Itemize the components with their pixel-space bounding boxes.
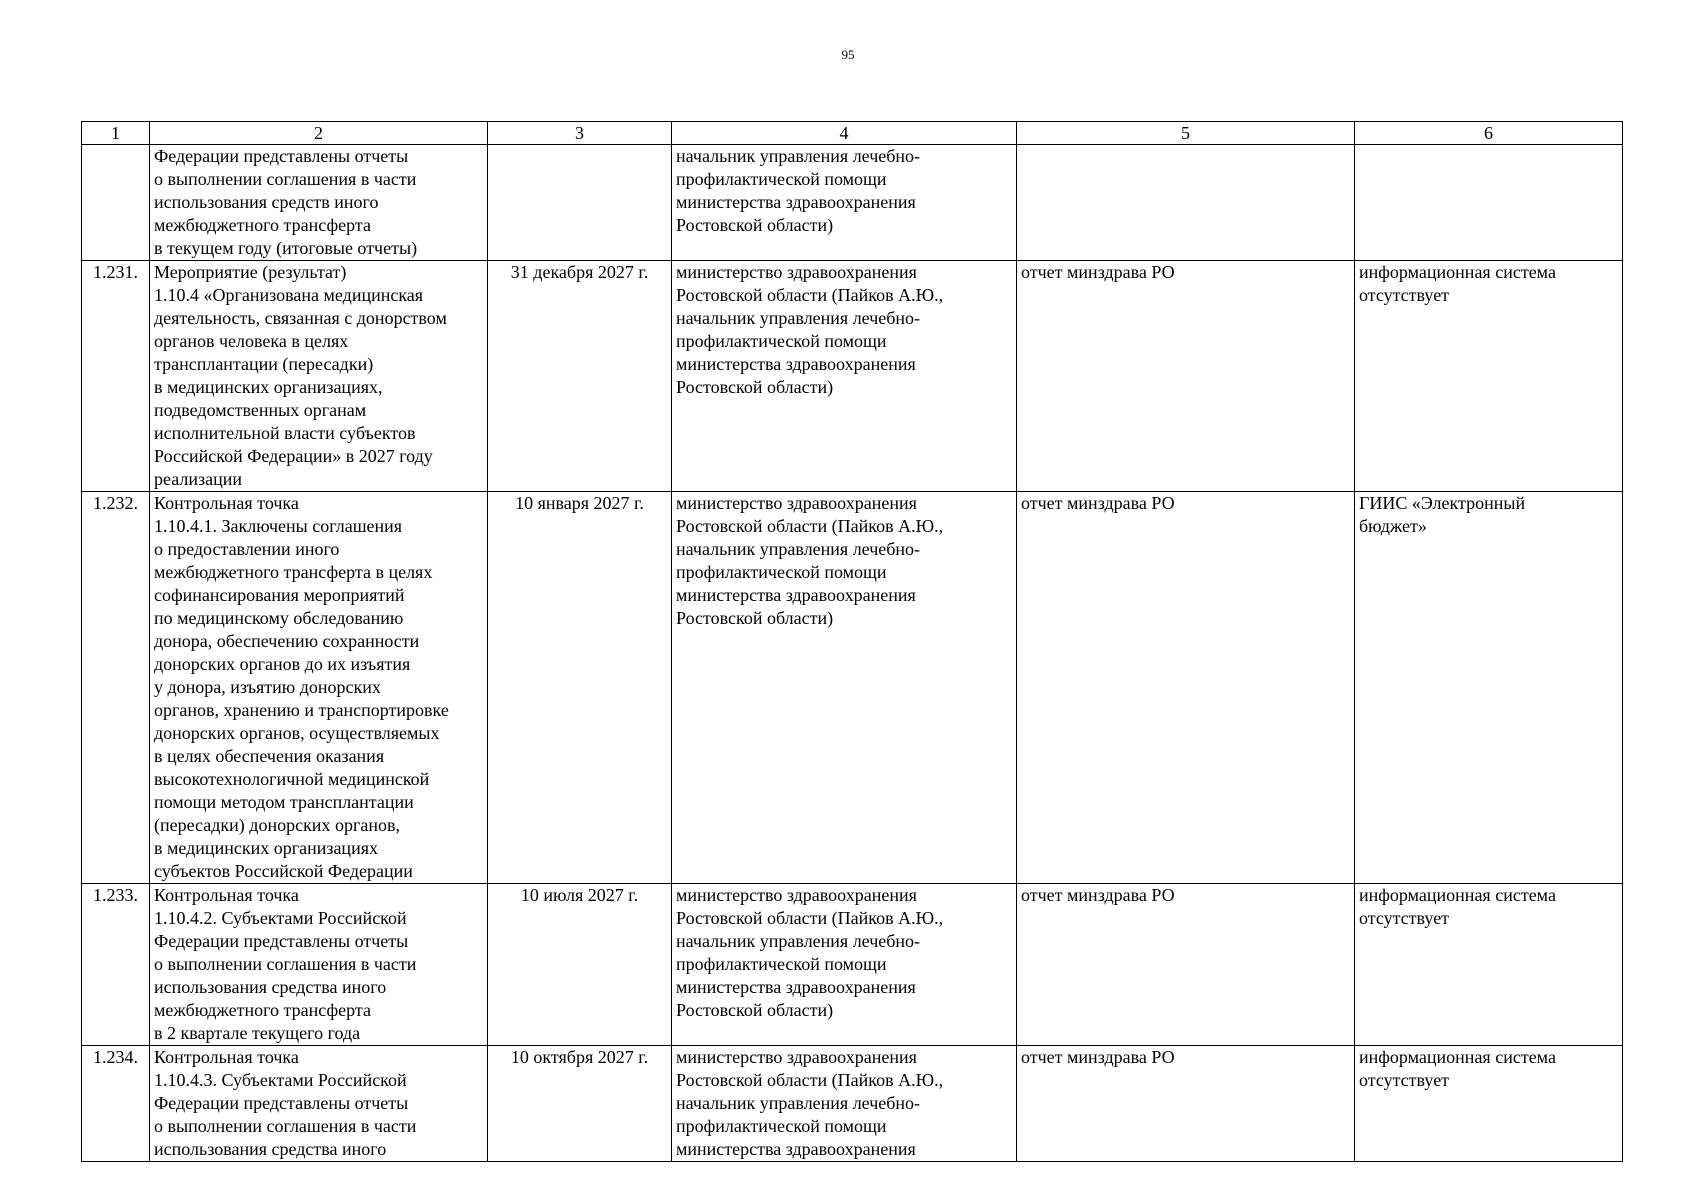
event-description-line: Федерации представлены отчеты xyxy=(154,1093,409,1113)
event-description-line: субъектов Российской Федерации xyxy=(154,861,413,881)
responsible-executor-line: Ростовской области) xyxy=(676,215,834,235)
deadline-date-cell: 10 октября 2027 г. xyxy=(488,1046,672,1162)
responsible-executor-line: начальник управления лечебно- xyxy=(676,308,921,328)
information-system-line: бюджет» xyxy=(1359,516,1427,536)
table-row xyxy=(82,884,1623,1046)
event-description-line: о выполнении соглашения в части xyxy=(154,169,417,189)
information-system-line: информационная система xyxy=(1359,1047,1556,1067)
column-header: 1 xyxy=(82,122,150,145)
event-description-line: Российской Федерации» в 2027 году xyxy=(154,446,433,466)
responsible-executor-cell xyxy=(672,145,1017,261)
confirming-document-cell xyxy=(1017,884,1355,1046)
responsible-executor-line: профилактической помощи xyxy=(676,1116,887,1136)
event-description-line: межбюджетного трансферта в целях xyxy=(154,562,433,582)
event-description-line: о выполнении соглашения в части xyxy=(154,954,417,974)
information-system-cell xyxy=(1355,261,1623,492)
table-row xyxy=(82,492,1623,884)
event-description-line: о предоставлении иного xyxy=(154,539,340,559)
event-description-line: 1.10.4 «Организована медицинская xyxy=(154,285,424,305)
confirming-document-line: отчет минздрава РО xyxy=(1021,262,1175,282)
event-description-line: реализации xyxy=(154,469,242,489)
confirming-document-line: отчет минздрава РО xyxy=(1021,493,1175,513)
event-description-line: софинансирования мероприятий xyxy=(154,585,405,605)
information-system-cell xyxy=(1355,884,1623,1046)
row-number-cell: 1.234. xyxy=(82,1046,150,1162)
responsible-executor-line: профилактической помощи xyxy=(676,562,887,582)
column-header: 2 xyxy=(150,122,488,145)
plan-table xyxy=(81,121,1623,1162)
event-description-line: Контрольная точка xyxy=(154,493,299,513)
event-description-cell xyxy=(150,492,488,884)
table-row xyxy=(82,261,1623,492)
confirming-document-cell xyxy=(1017,145,1355,261)
responsible-executor-line: Ростовской области (Пайков А.Ю., xyxy=(676,1070,944,1090)
event-description-cell xyxy=(150,145,488,261)
information-system-line: информационная система xyxy=(1359,885,1556,905)
event-description-line: Мероприятие (результат) xyxy=(154,262,347,282)
event-description-line: о выполнении соглашения в части xyxy=(154,1116,417,1136)
responsible-executor-line: Ростовской области (Пайков А.Ю., xyxy=(676,908,944,928)
responsible-executor-line: министерство здравоохранения xyxy=(676,493,917,513)
event-description-line: использования средства иного xyxy=(154,1139,387,1159)
table-row xyxy=(82,1046,1623,1162)
event-description-line: в целях обеспечения оказания xyxy=(154,746,385,766)
column-header: 6 xyxy=(1355,122,1623,145)
event-description-line: донорских органов до их изъятия xyxy=(154,654,411,674)
event-description-line: использования средства иного xyxy=(154,977,387,997)
responsible-executor-cell xyxy=(672,1046,1017,1162)
information-system-line: отсутствует xyxy=(1359,1070,1450,1090)
responsible-executor-line: министерство здравоохранения xyxy=(676,262,917,282)
information-system-line: ГИИС «Электронный xyxy=(1359,493,1526,513)
deadline-date-cell: 31 декабря 2027 г. xyxy=(488,261,672,492)
responsible-executor-cell xyxy=(672,261,1017,492)
column-header: 4 xyxy=(672,122,1017,145)
event-description-line: 1.10.4.2. Субъектами Российской xyxy=(154,908,407,928)
event-description-line: Контрольная точка xyxy=(154,885,299,905)
event-description-line: межбюджетного трансферта xyxy=(154,215,371,235)
event-description-cell xyxy=(150,1046,488,1162)
event-description-line: донора, обеспечению сохранности xyxy=(154,631,420,651)
responsible-executor-line: министерство здравоохранения xyxy=(676,1047,917,1067)
information-system-cell xyxy=(1355,492,1623,884)
event-description-line: органов, хранению и транспортировке xyxy=(154,700,449,720)
responsible-executor-line: министерства здравоохранения xyxy=(676,354,916,374)
event-description-line: в текущем году (итоговые отчеты) xyxy=(154,238,418,258)
responsible-executor-line: начальник управления лечебно- xyxy=(676,931,921,951)
information-system-cell xyxy=(1355,1046,1623,1162)
event-description-line: Федерации представлены отчеты xyxy=(154,146,409,166)
responsible-executor-line: министерства здравоохранения xyxy=(676,192,916,212)
column-number-header xyxy=(82,122,1623,145)
event-description-line: подведомственных органам xyxy=(154,400,367,420)
event-description-line: использования средств иного xyxy=(154,192,379,212)
deadline-date-cell: 10 июля 2027 г. xyxy=(488,884,672,1046)
event-description-line: донорских органов, осуществляемых xyxy=(154,723,440,743)
responsible-executor-line: начальник управления лечебно- xyxy=(676,539,921,559)
event-description-line: межбюджетного трансферта xyxy=(154,1000,371,1020)
confirming-document-cell xyxy=(1017,492,1355,884)
information-system-line: отсутствует xyxy=(1359,285,1450,305)
responsible-executor-line: профилактической помощи xyxy=(676,331,887,351)
information-system-cell xyxy=(1355,145,1623,261)
column-header: 3 xyxy=(488,122,672,145)
information-system-line: информационная система xyxy=(1359,262,1556,282)
event-description-line: высокотехнологичной медицинской xyxy=(154,769,430,789)
event-description-line: у донора, изъятию донорских xyxy=(154,677,381,697)
table-row xyxy=(82,145,1623,261)
event-description-cell xyxy=(150,884,488,1046)
event-description-cell xyxy=(150,261,488,492)
event-description-line: 1.10.4.1. Заключены соглашения xyxy=(154,516,403,536)
responsible-executor-line: Ростовской области) xyxy=(676,1000,834,1020)
responsible-executor-line: министерства здравоохранения xyxy=(676,1139,916,1159)
event-description-line: 1.10.4.3. Субъектами Российской xyxy=(154,1070,407,1090)
row-number-cell: 1.233. xyxy=(82,884,150,1046)
event-description-line: по медицинскому обследованию xyxy=(154,608,404,628)
event-description-line: в медицинских организациях xyxy=(154,838,378,858)
event-description-line: в медицинских организациях, xyxy=(154,377,383,397)
event-description-line: деятельность, связанная с донорством xyxy=(154,308,447,328)
confirming-document-line: отчет минздрава РО xyxy=(1021,885,1175,905)
responsible-executor-line: начальник управления лечебно- xyxy=(676,1093,921,1113)
information-system-line: отсутствует xyxy=(1359,908,1450,928)
event-description-line: Федерации представлены отчеты xyxy=(154,931,409,951)
responsible-executor-line: профилактической помощи xyxy=(676,954,887,974)
page-number: 95 xyxy=(841,47,855,62)
confirming-document-cell xyxy=(1017,1046,1355,1162)
responsible-executor-line: профилактической помощи xyxy=(676,169,887,189)
event-description-line: (пересадки) донорских органов, xyxy=(154,815,400,835)
responsible-executor-line: министерство здравоохранения xyxy=(676,885,917,905)
event-description-line: органов человека в целях xyxy=(154,331,349,351)
event-description-line: исполнительной власти субъектов xyxy=(154,423,416,443)
row-number-cell: 1.231. xyxy=(82,261,150,492)
row-number-cell: 1.232. xyxy=(82,492,150,884)
event-description-line: Контрольная точка xyxy=(154,1047,299,1067)
responsible-executor-line: Ростовской области (Пайков А.Ю., xyxy=(676,516,944,536)
responsible-executor-line: Ростовской области) xyxy=(676,377,834,397)
event-description-line: в 2 квартале текущего года xyxy=(154,1023,361,1043)
responsible-executor-line: Ростовской области) xyxy=(676,608,834,628)
deadline-date-cell: 10 января 2027 г. xyxy=(488,492,672,884)
responsible-executor-cell xyxy=(672,884,1017,1046)
column-header: 5 xyxy=(1017,122,1355,145)
event-description-line: помощи методом трансплантации xyxy=(154,792,414,812)
responsible-executor-cell xyxy=(672,492,1017,884)
confirming-document-cell xyxy=(1017,261,1355,492)
responsible-executor-line: начальник управления лечебно- xyxy=(676,146,921,166)
responsible-executor-line: министерства здравоохранения xyxy=(676,585,916,605)
deadline-date-cell xyxy=(488,145,672,261)
row-number-cell xyxy=(82,145,150,261)
responsible-executor-line: министерства здравоохранения xyxy=(676,977,916,997)
event-description-line: трансплантации (пересадки) xyxy=(154,354,374,374)
confirming-document-line: отчет минздрава РО xyxy=(1021,1047,1175,1067)
responsible-executor-line: Ростовской области (Пайков А.Ю., xyxy=(676,285,944,305)
